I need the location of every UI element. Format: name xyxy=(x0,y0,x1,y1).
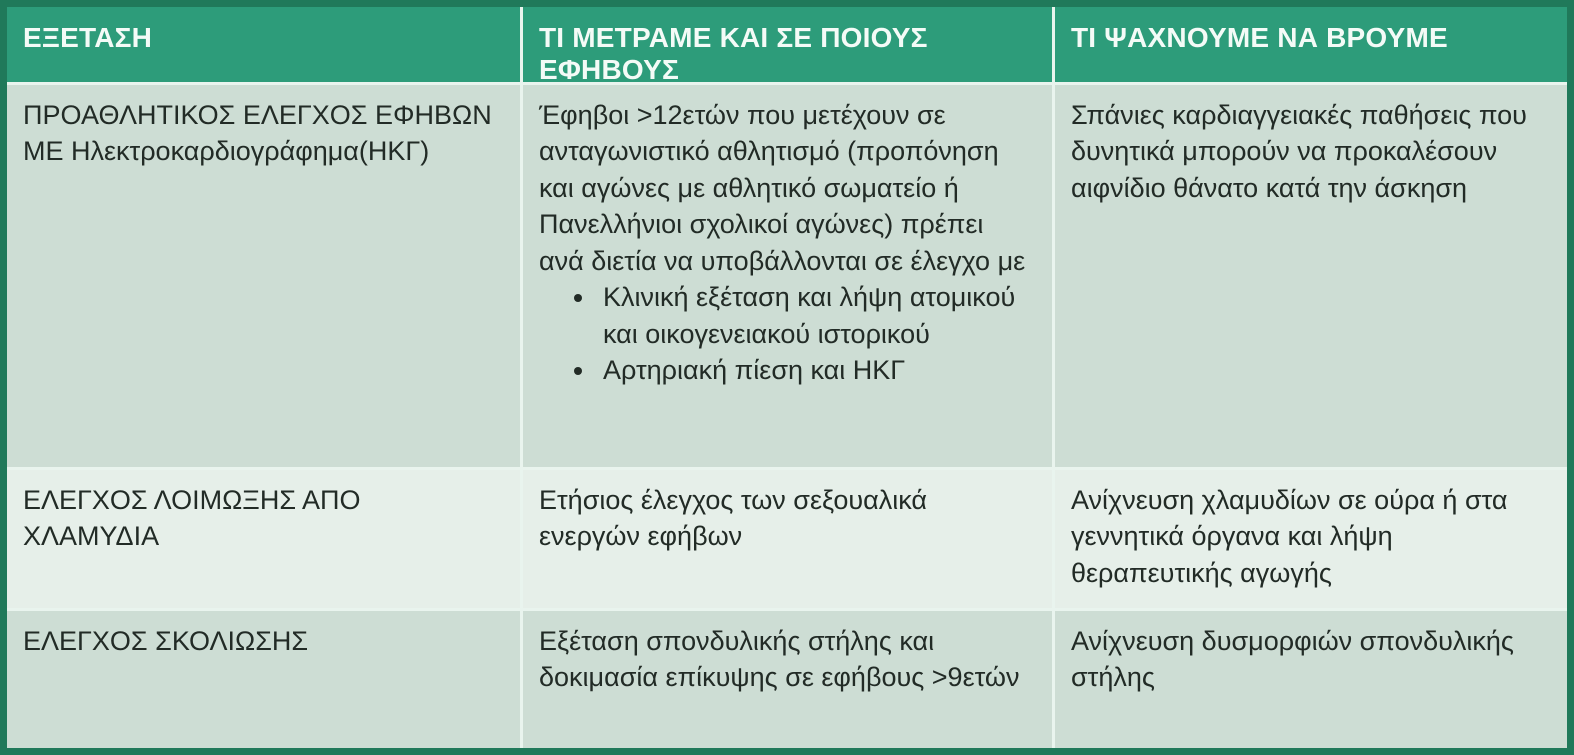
table-row-3-goal-cell xyxy=(1055,611,1567,748)
measure-bullet-item: • Αρτηριακή πίεση και ΗΚΓ xyxy=(597,352,1034,388)
table-row-3-measure-cell xyxy=(523,611,1052,748)
table-row-2-exam-cell xyxy=(7,470,520,608)
measure-bullet-list xyxy=(539,279,1034,388)
goal-text: Ανίχνευση δυσμορφιών σπονδυλικής στήλης xyxy=(1071,626,1514,693)
measure-bullet-item: • Κλινική εξέταση και λήψη ατομικού και οικογενειακού ιστορικού xyxy=(597,279,1034,352)
goal-text: Ανίχνευση χλαμυδίων σε ούρα ή στα γεννητικά όργανα και λήψη θεραπευτικής αγωγής xyxy=(1071,485,1508,588)
screening-table xyxy=(7,7,1567,748)
exam-name: ΕΛΕΓΧΟΣ ΣΚΟΛΙΩΣΗΣ xyxy=(23,626,309,656)
exam-name: ΠΡΟΑΘΛΗΤΙΚΟΣ ΕΛΕΓΧΟΣ ΕΦΗΒΩΝ ΜΕ Ηλεκτροκαρδιογράφημα(ΗΚΓ) xyxy=(23,100,492,167)
table-row-3-exam-cell xyxy=(7,611,520,748)
table-row-1-goal-cell xyxy=(1055,85,1567,467)
exam-name: ΕΛΕΓΧΟΣ ΛΟΙΜΩΞΗΣ ΑΠΟ ΧΛΑΜΥΔΙΑ xyxy=(23,485,361,552)
table-row-2-goal-cell xyxy=(1055,470,1567,608)
measure-text: Ετήσιος έλεγχος των σεξουαλικά ενεργών εφήβων xyxy=(539,485,928,552)
column-header-goal: ΤΙ ΨΑΧΝΟΥΜΕ ΝΑ ΒΡΟΥΜΕ xyxy=(1055,7,1567,82)
goal-text: Σπάνιες καρδιαγγειακές παθήσεις που δυνητικά μπορούν να προκαλέσουν αιφνίδιο θάνατο κατά την άσκηση xyxy=(1071,100,1527,203)
table-row-1-measure-cell xyxy=(523,85,1052,467)
column-header-exam: ΕΞΕΤΑΣΗ xyxy=(7,7,520,82)
measure-text: Έφηβοι >12ετών που μετέχουν σε ανταγωνιστικό αθλητισμό (προπόνηση και αγώνες με αθλητικό σωματείο ή Πανελλήνιοι σχολικοί αγώνες) πρέπει ανά διετία να υποβάλλονται σε έλεγχο με xyxy=(539,100,1026,276)
table-row-2-measure-cell xyxy=(523,470,1052,608)
measure-text: Εξέταση σπονδυλικής στήλης και δοκιμασία επίκυψης σε εφήβους >9ετών xyxy=(539,626,1020,693)
table-row-1-exam-cell xyxy=(7,85,520,467)
column-header-measure: ΤΙ ΜΕΤΡΑΜΕ ΚΑΙ ΣΕ ΠΟΙΟΥΣ ΕΦΗΒΟΥΣ xyxy=(523,7,1052,82)
